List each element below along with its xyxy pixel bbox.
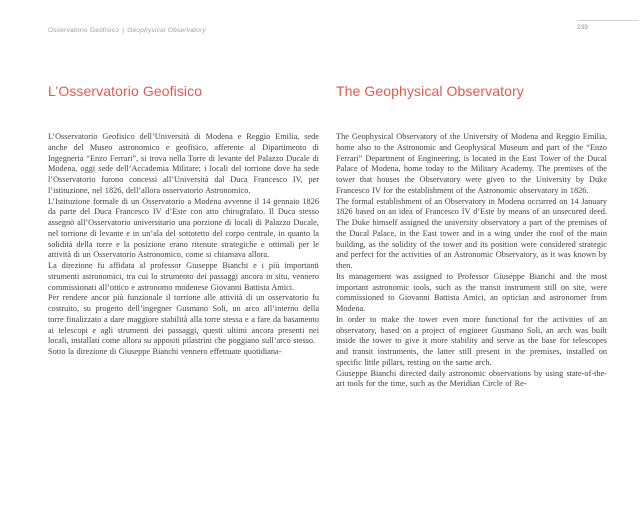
english-text-column — [336, 132, 607, 390]
italian-text-column — [48, 132, 319, 358]
running-header-separator: | — [122, 27, 125, 34]
folio — [577, 20, 638, 31]
paragraph: The formal establishment of an Observatory in Modena occurred on 14 January 1826 based on an idea of Francesco IV d’Este by means of an unsecured deed. The Duke himself assigned the university observatory a part of the premises of the Ducal Palace, in the East tower and in a wing under the roof of the main building, as the solidity of the tower and its position were considered strategic and perfect for the activities of an Astronomic Observatory, as it was known by then. — [336, 196, 607, 270]
running-header-italian: Osservatorio Geofisico — [48, 27, 120, 34]
italian-column-title: L’Osservatorio Geofisico — [48, 83, 203, 99]
paragraph: Sotto la direzione di Giuseppe Bianchi vennero effettuate quotidiana- — [48, 347, 282, 356]
running-header — [48, 27, 206, 34]
paragraph: Its management was assigned to Professor Giuseppe Bianchi and the most important astronomic tools, such as the transit instrument still on site, were commissioned to Giovanni Battista Amici, an optician and astronomer from Modena. — [336, 271, 607, 313]
running-header-english: Geophysical Observatory — [127, 27, 206, 34]
paragraph: L’Istituzione formale di un Osservatorio a Modena avvenne il 14 gennaio 1826 da parte del Duca Francesco IV d’Este con atto chirografato. Il Duca stesso assegnò all’Osservatorio universitario una porzione di locali di Palazzo Ducale, nel torrione di levante e in un’ala del sottotetto del corpo centrale, in quanto la solidità della torre e la posizione erano ritenute strategiche e ottimali per le attività di un Osservatorio Astronomico, come si chiamava allora. — [48, 196, 319, 260]
paragraph: L’Osservatorio Geofisico dell’Università di Modena e Reggio Emilia, sede anche del Museo astronomico e geofisico, afferente al Dipartimento di Ingegneria “Enzo Ferrari”, si trova nella Torre di levante del Palazzo Ducale di Modena, oggi sede dell’Accademia Militare; i locali del torrione dove ha sede l’Osservatorio furono concessi all’Università dal Duca Francesco IV, per l’istituzione, nel 1826, dell’allora osservatorio Astronomico. — [48, 132, 319, 195]
english-column-title: The Geophysical Observatory — [336, 83, 524, 99]
paragraph: Per rendere ancor più funzionale il torrione alle attività di un osservatorio fu costruito, su progetto dell’ingegner Gusmano Soli, un arco all’interno della torre finalizzato a dare maggiore stabilità alla torre stessa e a fare da basamento ai telescopi e agli strumenti dei passaggi, questi ultimi ancora presenti nei locali, installati come allora su appositi pilastrini che poggiano sull’arco stesso. — [48, 293, 319, 346]
folio-rule — [577, 20, 638, 21]
paragraph: The Geophysical Observatory of the University of Modena and Reggio Emilia, home also to the Astronomic and Geophysical Museum and part of the “Enzo Ferrari” Department of Engineering, is located in the East Tower of the Ducal Palace of Modena, home today to the Military Academy. The premises of the tower that houses the Observatory were given to the University by Duke Francesco IV for the establishment of the Astronomic observatory in 1826. — [336, 132, 607, 195]
page-number: 239 — [577, 24, 588, 31]
paragraph: La direzione fu affidata al professor Giuseppe Bianchi e i più importanti strumenti astronomici, tra cui lo strumento dei passaggi ancora in situ, vennero commissionati all’ottico e astronomo modenese Giovanni Battista Amici. — [48, 261, 319, 292]
paragraph: In order to make the tower even more functional for the activities of an observatory, based on a project of engineer Gusmano Soli, an arch was built inside the tower to give it more stability and serve as the base for telescopes and transit instruments, the latter still present in the premises, installed on specific little pillars, resting on the same arch. — [336, 314, 607, 367]
paragraph: Giuseppe Bianchi directed daily astronomic observations by using state-of-the-art tools for the time, such as the Meridian Circle of Re- — [336, 368, 607, 389]
